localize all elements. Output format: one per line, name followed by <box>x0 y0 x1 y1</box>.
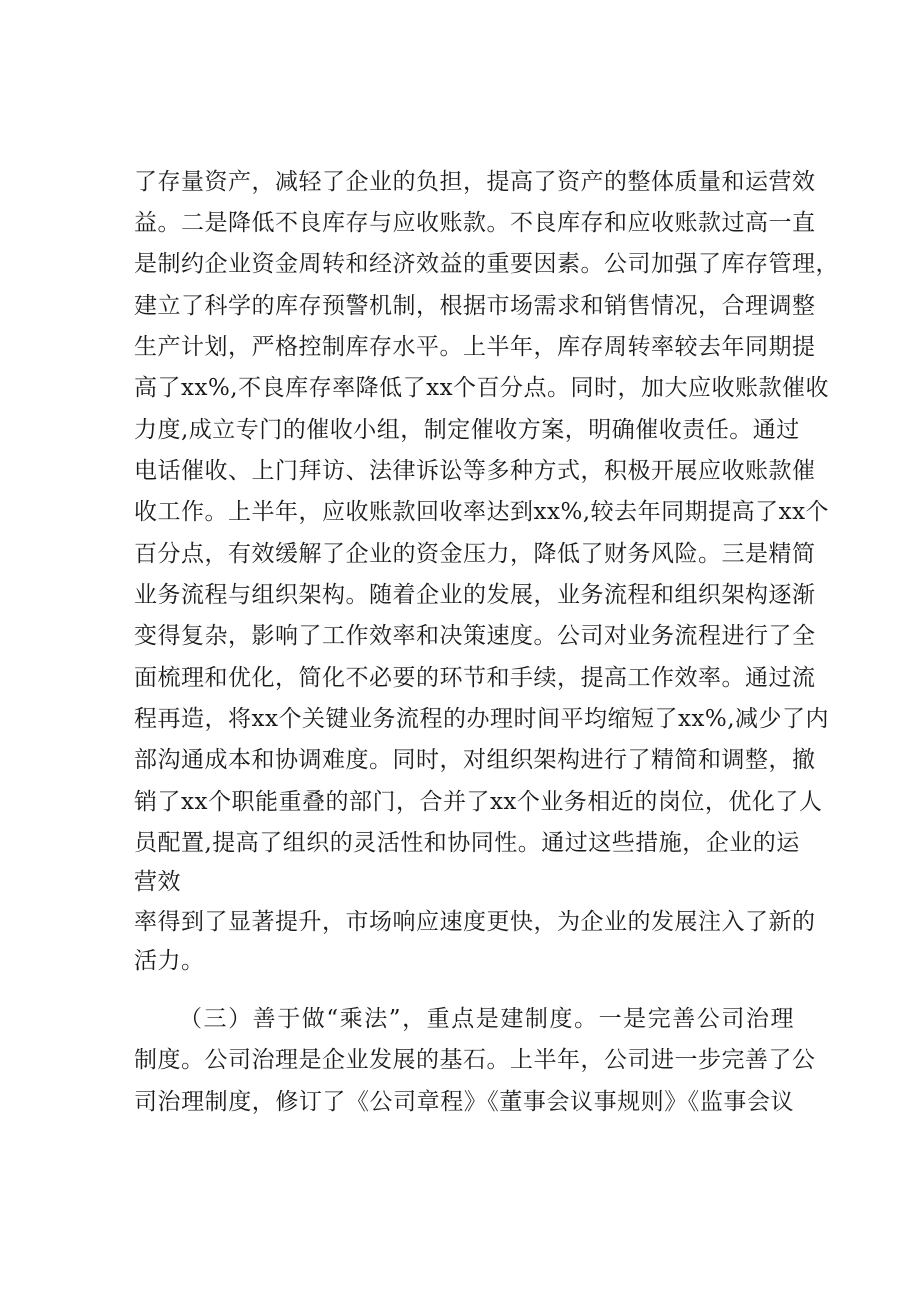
section-heading-line: （三）善于做“乘法”，重点是建制度。一是完善公司治理 <box>179 1006 794 1032</box>
text-line: 力度,成立专门的催收小组，制定催收方案，明确催收责任。通过 <box>134 417 800 443</box>
text-line: 变得复杂，影响了工作效率和决策速度。公司对业务流程进行了全 <box>134 623 816 649</box>
text-line: 活力。 <box>134 948 205 974</box>
text-line: 生产计划，严格控制库存水平。上半年，库存周转率较去年同期提 <box>134 334 816 360</box>
text-line: 司治理制度，修订了《公司章程》《董事会议事规则》《监事会议 <box>134 1089 794 1115</box>
text-line: 了存量资产，减轻了企业的负担，提高了资产的整体质量和运营效 <box>134 169 816 195</box>
text-line: 业务流程与组织架构。随着企业的发展，业务流程和组织架构逐渐 <box>134 582 816 608</box>
text-line: 率得到了显著提升，市场响应速度更快，为企业的发展注入了新的 <box>134 909 816 935</box>
text-line: 建立了科学的库存预警机制，根据市场需求和销售情况，合理调整 <box>134 293 816 319</box>
text-line: 百分点，有效缓解了企业的资金压力，降低了财务风险。三是精简 <box>134 541 816 567</box>
text-line: 是制约企业资金周转和经济效益的重要因素。公司加强了库存管理， <box>134 251 839 277</box>
text-line: 面梳理和优化，简化不必要的环节和手续，提高工作效率。通过流 <box>134 665 816 691</box>
text-line: 销了xx个职能重叠的部门，合并了xx个业务相近的岗位，优化了人 <box>134 789 823 815</box>
text-line: 部沟通成本和协调难度。同时，对组织架构进行了精简和调整，撤 <box>134 747 816 773</box>
text-line: 制度。公司治理是企业发展的基石。上半年，公司进一步完善了公 <box>134 1047 816 1073</box>
text-line: 益。二是降低不良库存与应收账款。不良库存和应收账款过高一直 <box>134 210 816 236</box>
text-line: 高了xx%,不良库存率降低了xx个百分点。同时，加大应收账款催收 <box>134 375 830 401</box>
text-line: 收工作。上半年，应收账款回收率达到xx%,较去年同期提高了xx个 <box>134 499 830 525</box>
text-line: 员配置,提高了组织的灵活性和协同性。通过这些措施，企业的运 <box>134 830 800 856</box>
text-line: 程再造，将xx个关键业务流程的办理时间平均缩短了xx%,减少了内 <box>134 706 830 732</box>
text-line: 电话催收、上门拜访、法律诉讼等多种方式，积极开展应收账款催 <box>134 458 816 484</box>
text-line: 营效 <box>134 869 181 895</box>
